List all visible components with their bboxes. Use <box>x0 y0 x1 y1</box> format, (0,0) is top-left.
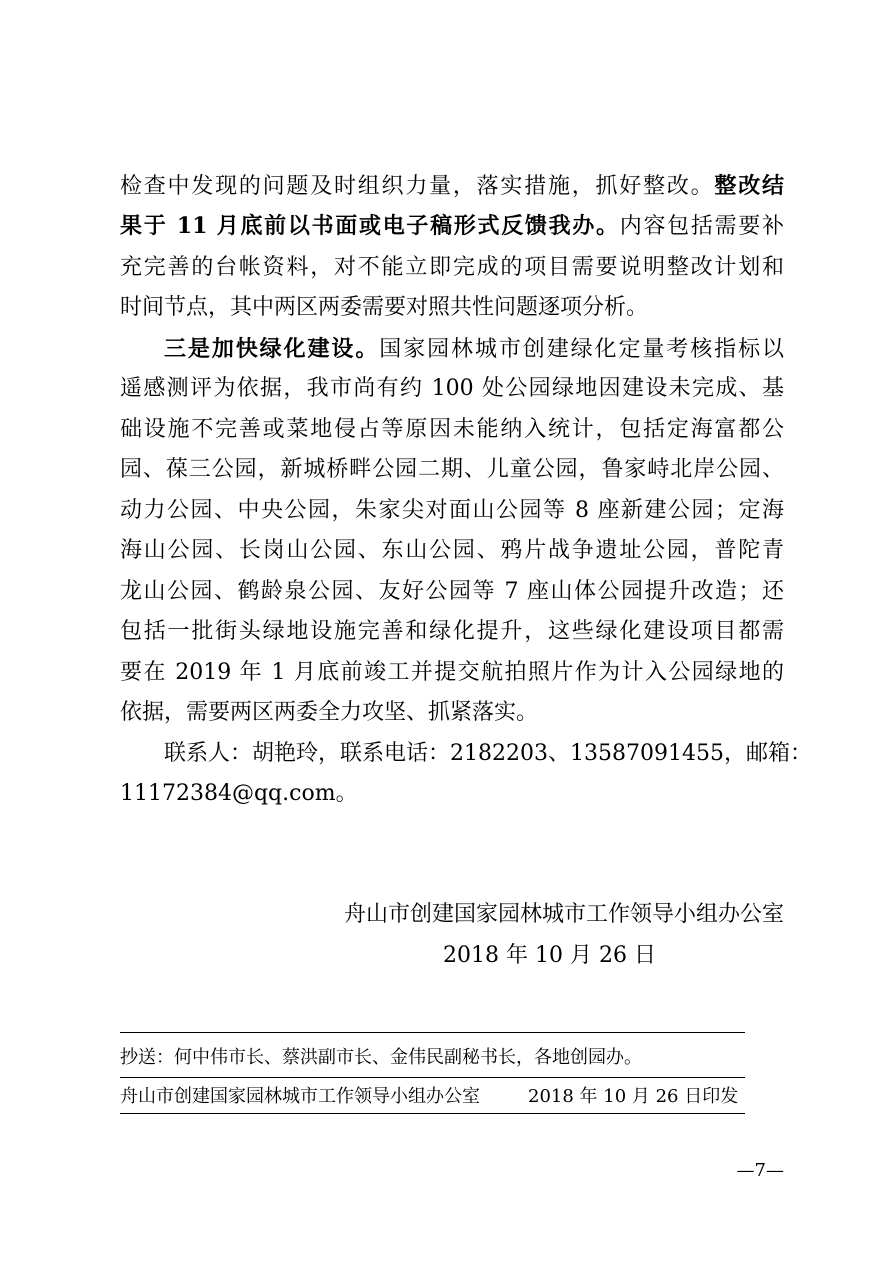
paragraph-2-line-2: 遥感测评为依据，我市尚有约 100 处公园绿地因建设未完成、基 <box>120 376 784 401</box>
paragraph-2-line-7: 龙山公园、鹤龄泉公园、友好公园等 7 座山体公园提升改造；还 <box>120 579 784 604</box>
paragraph-2-line-9: 要在 2019 年 1 月底前竣工并提交航拍照片作为计入公园绿地的 <box>120 660 784 685</box>
paragraph-2-line-3: 础设施不完善或菜地侵占等原因未能纳入统计，包括定海富都公 <box>120 417 784 442</box>
paragraph-2-line-8: 包括一批街头绿地设施完善和绿化提升，这些绿化建设项目都需 <box>120 619 784 644</box>
paragraph-1-line-1 <box>120 172 784 200</box>
paragraph-2-line-6: 海山公园、长岗山公园、东山公园、鸦片战争遗址公园，普陀青 <box>120 538 784 563</box>
contact-line-1: 联系人：胡艳玲，联系电话：2182203、13587091455，邮箱： <box>164 741 812 766</box>
paragraph-1-line-4: 时间节点，其中两区两委需要对照共性问题逐项分析。 <box>120 295 649 320</box>
paragraph-1-text: 检查中发现的问题及时组织力量，落实措施，抓好整改。 <box>120 174 715 199</box>
paragraph-2-line-1 <box>164 335 784 363</box>
paragraph-1-text: 内容包括需要补 <box>619 214 784 239</box>
footer-cc: 抄送：何中伟市长、蔡洪副市长、金伟民副秘书长，各地创园办。 <box>120 1047 642 1068</box>
paragraph-1-bold-text: 整改结 <box>714 173 784 199</box>
footer-middle-rule <box>120 1077 745 1078</box>
contact-line-2: 11172384@qq.com。 <box>120 781 358 806</box>
signature-date: 2018 年 10 月 26 日 <box>443 943 656 968</box>
page-number: —7— <box>736 1160 784 1181</box>
footer-issuer: 舟山市创建国家园林城市工作领导小组办公室 <box>120 1086 480 1107</box>
paragraph-2-line-4: 园、葆三公园，新城桥畔公园二期、儿童公园，鲁家峙北岸公园、 <box>120 457 784 482</box>
footer-top-rule <box>120 1032 745 1033</box>
paragraph-1-line-2 <box>120 212 784 240</box>
paragraph-2-text: 国家园林城市创建绿化定量考核指标以 <box>379 337 784 362</box>
section-heading: 三是加快绿化建设。 <box>164 336 380 362</box>
paragraph-1-line-3: 充完善的台帐资料，对不能立即完成的项目需要说明整改计划和 <box>120 255 784 280</box>
signature-organization: 舟山市创建国家园林城市工作领导小组办公室 <box>343 902 784 927</box>
footer-bottom-rule <box>120 1113 745 1114</box>
footer-issue-date: 2018 年 10 月 26 日印发 <box>528 1086 739 1107</box>
paragraph-2-line-5: 动力公园、中央公园，朱家尖对面山公园等 8 座新建公园；定海 <box>120 498 784 523</box>
paragraph-2-line-10: 依据，需要两区两委全力攻坚、抓紧落实。 <box>120 700 539 725</box>
paragraph-1-bold-text: 果于 11 月底前以书面或电子稿形式反馈我办。 <box>120 213 620 239</box>
